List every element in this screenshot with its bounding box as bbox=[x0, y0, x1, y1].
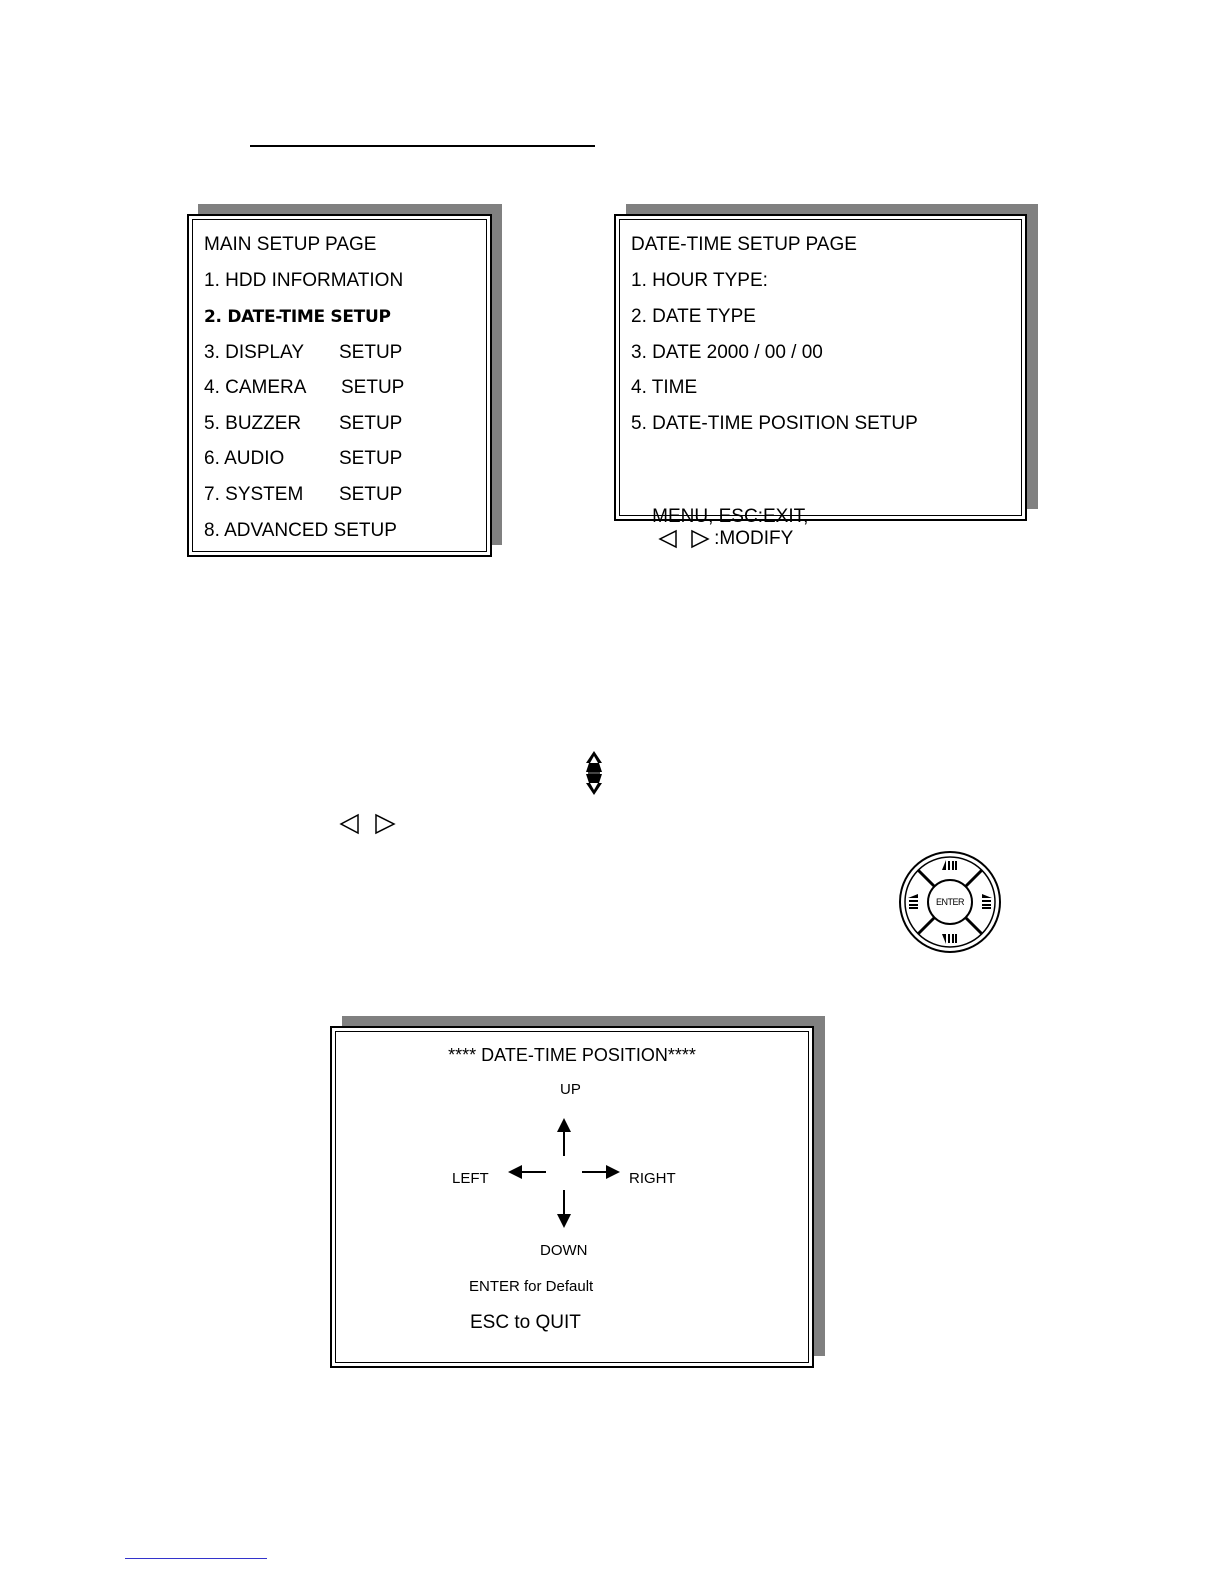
up-arrow-icon[interactable] bbox=[556, 1118, 572, 1158]
datetime-item-date[interactable]: 3. DATE 2000 / 00 / 00 bbox=[631, 342, 823, 363]
heading-underline bbox=[250, 145, 595, 147]
menu-item-hdd-information[interactable]: 1. HDD INFORMATION bbox=[204, 270, 404, 291]
main-setup-title: MAIN SETUP PAGE bbox=[204, 234, 377, 255]
right-arrow-icon[interactable] bbox=[580, 1164, 620, 1180]
position-panel bbox=[330, 1026, 814, 1368]
menu-item-date-time-setup[interactable]: 2. DATE-TIME SETUP bbox=[204, 307, 391, 327]
footer-exit-label: MENU, ESC:EXIT, bbox=[652, 506, 809, 527]
menu-item-camera-setup[interactable]: 4. CAMERA SETUP bbox=[204, 377, 405, 398]
enter-default-hint: ENTER for Default bbox=[469, 1278, 594, 1295]
datetime-setup-panel bbox=[614, 214, 1027, 549]
menu-item-display-setup[interactable]: 3. DISPLAY SETUP bbox=[204, 342, 403, 363]
left-right-triangles-icon bbox=[652, 529, 714, 549]
menu-item-buzzer-setup[interactable]: 5. BUZZER SETUP bbox=[204, 413, 403, 434]
down-label: DOWN bbox=[540, 1242, 588, 1259]
right-label: RIGHT bbox=[629, 1170, 676, 1187]
esc-quit-hint: ESC to QUIT bbox=[470, 1312, 581, 1333]
datetime-item-date-type[interactable]: 2. DATE TYPE bbox=[631, 306, 756, 327]
enter-button-label: ENTER bbox=[935, 897, 965, 907]
up-label: UP bbox=[560, 1081, 581, 1098]
datetime-setup-title: DATE-TIME SETUP PAGE bbox=[631, 234, 857, 255]
menu-item-advanced-setup[interactable]: 8. ADVANCED SETUP bbox=[204, 520, 397, 541]
datetime-footer bbox=[631, 484, 808, 572]
footer-modify-label: :MODIFY bbox=[714, 528, 794, 549]
down-arrow-icon[interactable] bbox=[556, 1188, 572, 1228]
datetime-item-time[interactable]: 4. TIME bbox=[631, 377, 698, 398]
position-title: **** DATE-TIME POSITION**** bbox=[448, 1045, 696, 1065]
up-down-arrows-icon bbox=[583, 750, 605, 796]
datetime-item-hour-type[interactable]: 1. HOUR TYPE: bbox=[631, 270, 768, 291]
menu-item-system-setup[interactable]: 7. SYSTEM SETUP bbox=[204, 484, 403, 505]
left-label: LEFT bbox=[452, 1170, 489, 1187]
datetime-item-position-setup[interactable]: 5. DATE-TIME POSITION SETUP bbox=[631, 413, 918, 434]
left-right-triangles-icon bbox=[338, 812, 400, 836]
left-arrow-icon[interactable] bbox=[508, 1164, 548, 1180]
menu-item-audio-setup[interactable]: 6. AUDIO SETUP bbox=[204, 448, 403, 469]
main-setup-panel bbox=[187, 214, 492, 557]
footer-link-underline bbox=[125, 1558, 267, 1559]
dpad-enter-icon[interactable] bbox=[898, 850, 1002, 954]
